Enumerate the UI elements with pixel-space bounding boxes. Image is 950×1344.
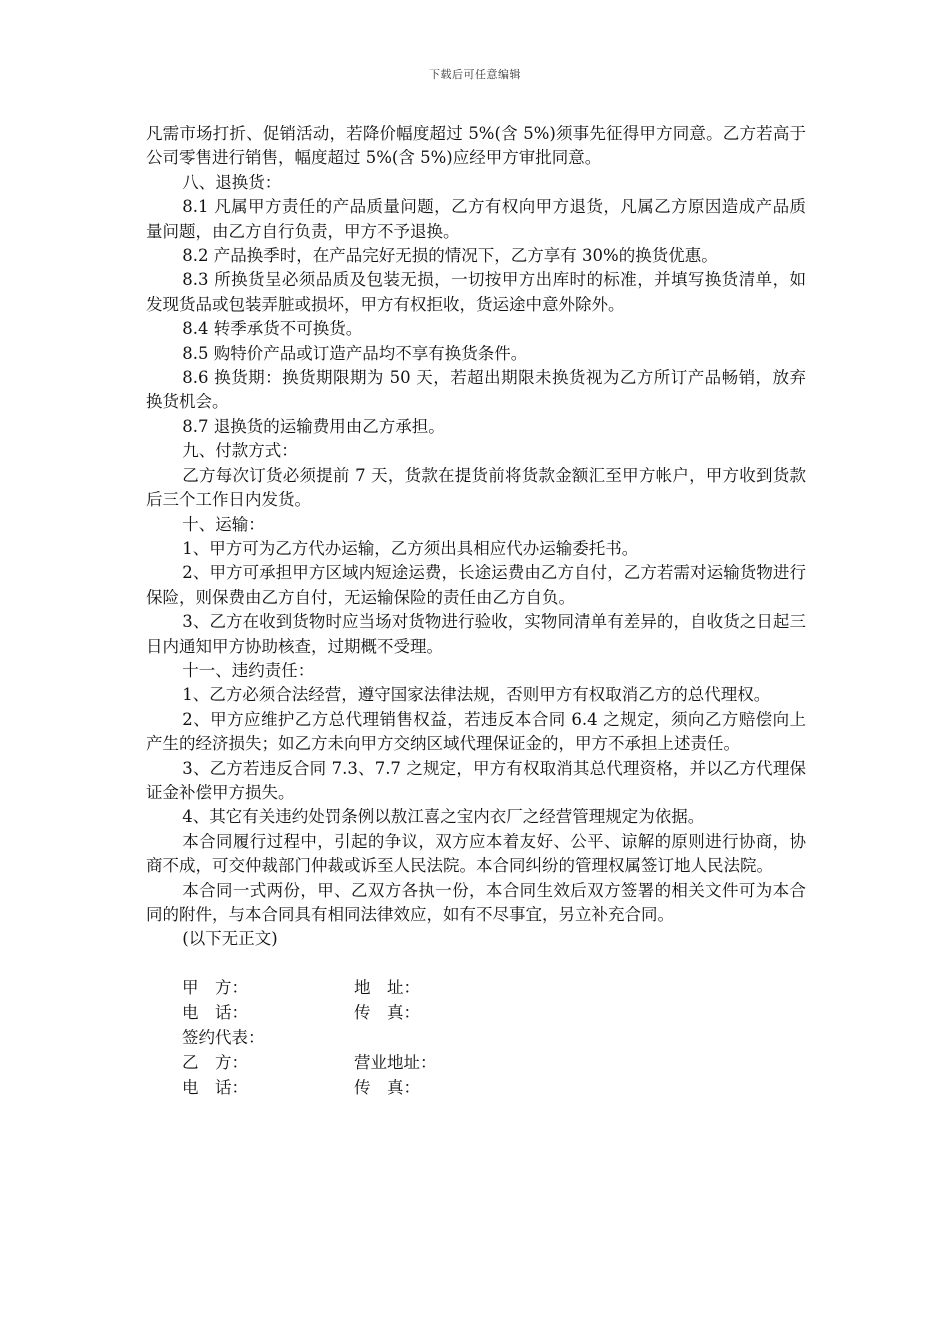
section-heading-transport: 十、运输：: [182, 514, 265, 534]
party-b-fax-label: 传 真：: [354, 1077, 420, 1097]
liability-clause-4: 4、其它有关违约处罚条例以敖江喜之宝内衣厂之经营管理规定为依据。: [182, 807, 705, 827]
clause-8-7: 8.7 退换货的运输费用由乙方承担。: [182, 416, 445, 436]
signature-row-party-b: [146, 1051, 806, 1076]
signature-row-party-a: [146, 976, 806, 1001]
clause-8-1: 8.1 凡属甲方责任的产品质量问题，乙方有权向甲方退货，凡属乙方原因造成产品质量问题，由乙方自行负责，甲方不予退换。: [146, 197, 806, 241]
transport-clause-3: 3、乙方在收到货物时应当场对货物进行验收，实物同清单有差异的，自收货之日起三日内通知甲方协助核查，过期概不受理。: [146, 612, 806, 656]
liability-clause-3: 3、乙方若违反合同 7.3、7.7 之规定，甲方有权取消其总代理资格，并以乙方代理保证金补偿甲方损失。: [146, 758, 806, 802]
representative-label: 签约代表：: [182, 1027, 265, 1047]
clause-8-2: 8.2 产品换季时，在产品完好无损的情况下，乙方享有 30%的换货优惠。: [182, 246, 718, 266]
transport-clause-1: 1、甲方可为乙方代办运输，乙方须出具相应代办运输委托书。: [182, 538, 639, 558]
transport-clause-2: 2、甲方可承担甲方区域内短途运费，长途运费由乙方自付，乙方若需对运输货物进行保险，则保费由乙方自付，无运输保险的责任由乙方自负。: [146, 563, 806, 607]
signature-row-representative: [146, 1026, 806, 1051]
clause-8-5: 8.5 购特价产品或订造产品均不享有换货条件。: [182, 343, 528, 363]
clause-8-4: 8.4 转季承货不可换货。: [182, 319, 363, 339]
dispute-clause: 本合同履行过程中，引起的争议，双方应本着友好、公平、谅解的原则进行协商，协商不成，可交仲裁部门仲裁或诉至人民法院。本合同纠纷的管理权属签订地人民法院。: [146, 831, 806, 876]
end-of-text-note: (以下无正文): [182, 929, 278, 949]
clause-8-3: 8.3 所换货呈必须品质及包装无损，一切按甲方出库时的标准，并填写换货清单，如发现货品或包装弄脏或损坏，甲方有权拒收，货运途中意外除外。: [146, 270, 806, 314]
liability-clause-2: 2、甲方应维护乙方总代理销售权益，若违反本合同 6.4 之规定，须向乙方赔偿向上产生的经济损失；如乙方未向甲方交纳区域代理保证金的，甲方不承担上述责任。: [146, 709, 806, 754]
signature-row-party-a-phone: [146, 1001, 806, 1026]
party-a-fax-label: 传 真：: [354, 1002, 420, 1022]
page-header: 下载后可任意编辑: [429, 68, 521, 81]
section-heading-liability: 十一、违约责任：: [182, 660, 315, 680]
signature-row-party-b-phone: [146, 1076, 806, 1101]
clause-8-6: 8.6 换货期：换货期限期为 50 天，若超出期限未换货视为乙方所订产品畅销，放弃换货机会。: [146, 368, 806, 412]
section-heading-payment: 九、付款方式：: [182, 441, 298, 461]
payment-clause: 乙方每次订货必须提前 7 天，货款在提货前将货款金额汇至甲方帐户，甲方收到货款后三个工作日内发货。: [146, 465, 806, 510]
document-body: [146, 122, 806, 1101]
party-b-phone-label: 电 话：: [182, 1077, 248, 1097]
business-address-label: 营业地址：: [354, 1052, 437, 1072]
section-heading-returns: 八、退换货：: [182, 172, 282, 192]
liability-clause-1: 1、乙方必须合法经营，遵守国家法律法规，否则甲方有权取消乙方的总代理权。: [182, 685, 771, 705]
address-label: 地 址：: [354, 977, 420, 997]
copies-clause: 本合同一式两份，甲、乙双方各执一份，本合同生效后双方签署的相关文件可为本合同的附件，与本合同具有相同法律效应，如有不尽事宜，另立补充合同。: [146, 880, 806, 924]
party-a-phone-label: 电 话：: [182, 1002, 248, 1022]
party-a-label: 甲 方：: [182, 977, 248, 997]
blank-line: [146, 952, 806, 976]
paragraph: 凡需市场打折、促销活动，若降价幅度超过 5%(含 5%)须事先征得甲方同意。乙方若高于公司零售进行销售，幅度超过 5%(含 5%)应经甲方审批同意。: [146, 124, 806, 168]
party-b-label: 乙 方：: [182, 1052, 248, 1072]
